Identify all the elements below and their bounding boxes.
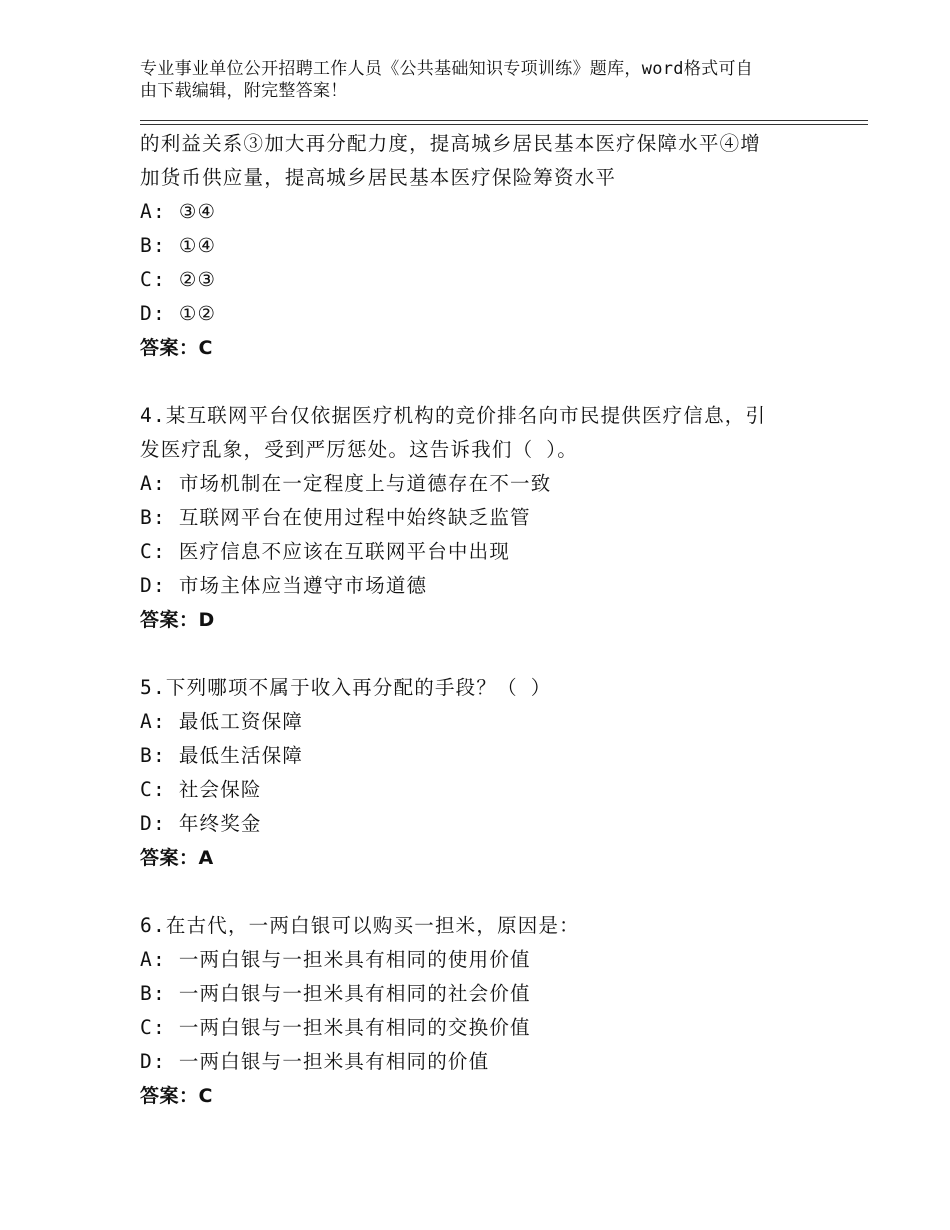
question-3-option-d: D: ①② <box>140 302 217 325</box>
question-4-option-d: D: 市场主体应当遵守市场道德 <box>140 574 428 597</box>
document-body <box>140 127 860 1113</box>
question-6-option-a: A: 一两白银与一担米具有相同的使用价值 <box>140 948 531 971</box>
question-3-stem-line-1: 的利益关系③加大再分配力度，提高城乡居民基本医疗保障水平④增 <box>140 132 762 155</box>
question-4 <box>140 399 860 637</box>
question-5-answer: 答案：A <box>140 847 214 869</box>
question-3-answer: 答案：C <box>140 337 213 359</box>
header-line-2: 由下载编辑，附完整答案！ <box>140 81 348 101</box>
question-3-option-b: B: ①④ <box>140 234 217 257</box>
question-4-option-c: C: 医疗信息不应该在互联网平台中出现 <box>140 540 511 563</box>
question-6-option-d: D: 一两白银与一担米具有相同的价值 <box>140 1050 490 1073</box>
page-header <box>140 58 830 102</box>
question-6-option-b: B: 一两白银与一担米具有相同的社会价值 <box>140 982 531 1005</box>
question-3-option-c: C: ②③ <box>140 268 217 291</box>
question-3-option-a: A: ③④ <box>140 200 217 223</box>
question-4-stem-line-1: 4.某互联网平台仅依据医疗机构的竞价排名向市民提供医疗信息，引 <box>140 404 767 427</box>
header-double-rule <box>140 120 868 125</box>
question-6-option-c: C: 一两白银与一担米具有相同的交换价值 <box>140 1016 531 1039</box>
question-6-answer: 答案：C <box>140 1085 213 1107</box>
question-4-stem-line-2: 发医疗乱象，受到严厉惩处。这告诉我们（ ）。 <box>140 438 578 461</box>
spacer <box>140 637 860 671</box>
question-5 <box>140 671 860 875</box>
question-4-option-a: A: 市场机制在一定程度上与道德存在不一致 <box>140 472 552 495</box>
question-4-option-b: B: 互联网平台在使用过程中始终缺乏监管 <box>140 506 531 529</box>
question-5-option-b: B: 最低生活保障 <box>140 744 304 767</box>
header-line-1: 专业事业单位公开招聘工作人员《公共基础知识专项训练》题库，word格式可自 <box>140 59 754 79</box>
question-6 <box>140 909 860 1113</box>
question-5-option-d: D: 年终奖金 <box>140 812 262 835</box>
question-3-stem-line-2: 加货币供应量，提高城乡居民基本医疗保险筹资水平 <box>140 166 617 189</box>
question-5-option-c: C: 社会保险 <box>140 778 262 801</box>
spacer <box>140 365 860 399</box>
question-4-answer: 答案：D <box>140 609 215 631</box>
question-5-option-a: A: 最低工资保障 <box>140 710 304 733</box>
question-3 <box>140 127 860 365</box>
spacer <box>140 875 860 909</box>
question-5-stem-line-1: 5.下列哪项不属于收入再分配的手段？（ ） <box>140 676 552 699</box>
question-6-stem-line-1: 6.在古代，一两白银可以购买一担米，原因是： <box>140 914 580 937</box>
